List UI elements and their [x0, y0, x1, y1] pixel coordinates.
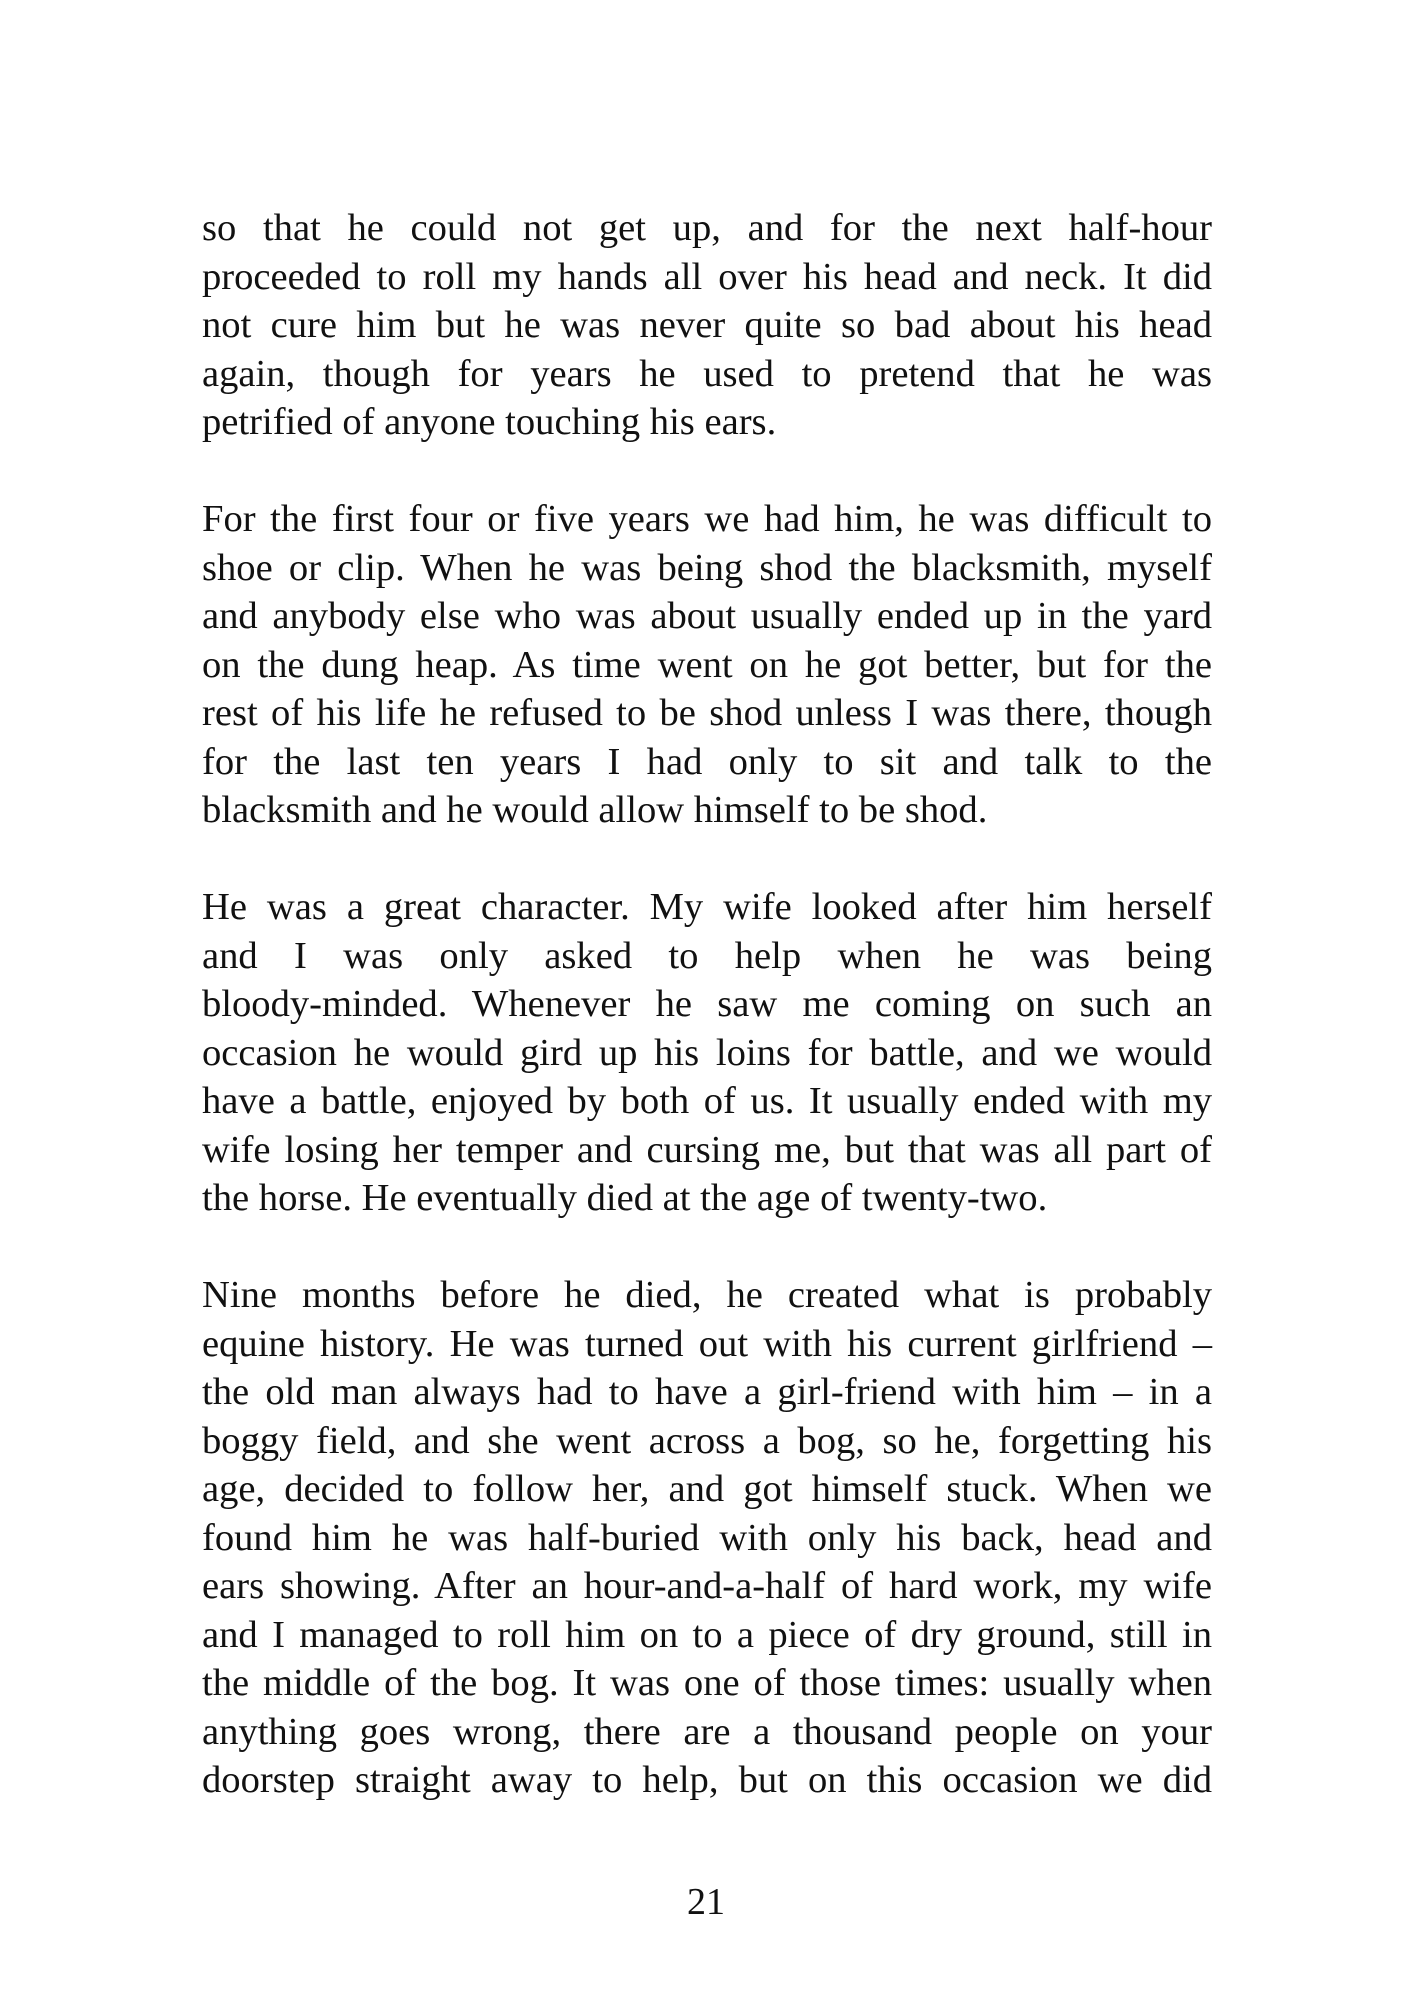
text-line: and anybody else who was about usually ended up in the yard [202, 595, 1212, 637]
text-line: Nine months before he died, he created what is probably [202, 1274, 1212, 1316]
paragraph [202, 1271, 1212, 1805]
text-line: petrified of anyone touching his ears. [202, 401, 777, 443]
paragraph [202, 204, 1212, 447]
paragraph-gap [202, 835, 1212, 884]
text-line: so that he could not get up, and for the next half-hour [202, 207, 1212, 249]
text-line: He was a great character. My wife looked after him herself [202, 886, 1212, 928]
text-line: age, decided to follow her, and got himself stuck. When we [202, 1468, 1212, 1510]
text-line: rest of his life he refused to be shod unless I was there, though [202, 692, 1212, 734]
text-line: doorstep straight away to help, but on this occasion we did [202, 1759, 1212, 1801]
text-line: for the last ten years I had only to sit and talk to the [202, 740, 1212, 783]
text-line: wife losing her temper and cursing me, but that was all part of [202, 1128, 1212, 1171]
text-line: ears showing. After an hour-and-a-half of hard work, my wife [202, 1565, 1212, 1607]
text-line: proceeded to roll my hands all over his head and neck. It did [202, 255, 1212, 298]
text-line: found him he was half-buried with only his back, head and [202, 1516, 1212, 1559]
paragraph [202, 883, 1212, 1223]
paragraph [202, 495, 1212, 835]
body-text [202, 204, 1212, 1805]
text-line: and I managed to roll him on to a piece of dry ground, still in [202, 1613, 1212, 1656]
text-line: and I was only asked to help when he was being [202, 934, 1212, 977]
page-number: 21 [687, 1881, 725, 1923]
text-line: equine history. He was turned out with his current girlfriend – [202, 1322, 1212, 1365]
paragraph-gap [202, 447, 1212, 496]
text-line: the horse. He eventually died at the age of twenty-two. [202, 1177, 1048, 1219]
text-line: blacksmith and he would allow himself to be shod. [202, 789, 988, 831]
text-line: bloody-minded. Whenever he saw me coming on such an [202, 983, 1212, 1025]
text-line: occasion he would gird up his loins for battle, and we would [202, 1031, 1212, 1074]
text-line: the old man always had to have a girl-friend with him – in a [202, 1371, 1212, 1413]
text-line: shoe or clip. When he was being shod the blacksmith, myself [202, 546, 1212, 589]
text-line: the middle of the bog. It was one of those times: usually when [202, 1662, 1212, 1704]
paragraph-gap [202, 1223, 1212, 1272]
text-line: again, though for years he used to pretend that he was [202, 352, 1212, 395]
text-line: anything goes wrong, there are a thousand people on your [202, 1710, 1212, 1753]
text-line: have a battle, enjoyed by both of us. It usually ended with my [202, 1080, 1212, 1122]
text-line: not cure him but he was never quite so bad about his head [202, 304, 1212, 346]
text-line: on the dung heap. As time went on he got better, but for the [202, 643, 1212, 686]
text-line: For the first four or five years we had him, he was difficult to [202, 498, 1212, 540]
text-line: boggy field, and she went across a bog, so he, forgetting his [202, 1419, 1212, 1462]
